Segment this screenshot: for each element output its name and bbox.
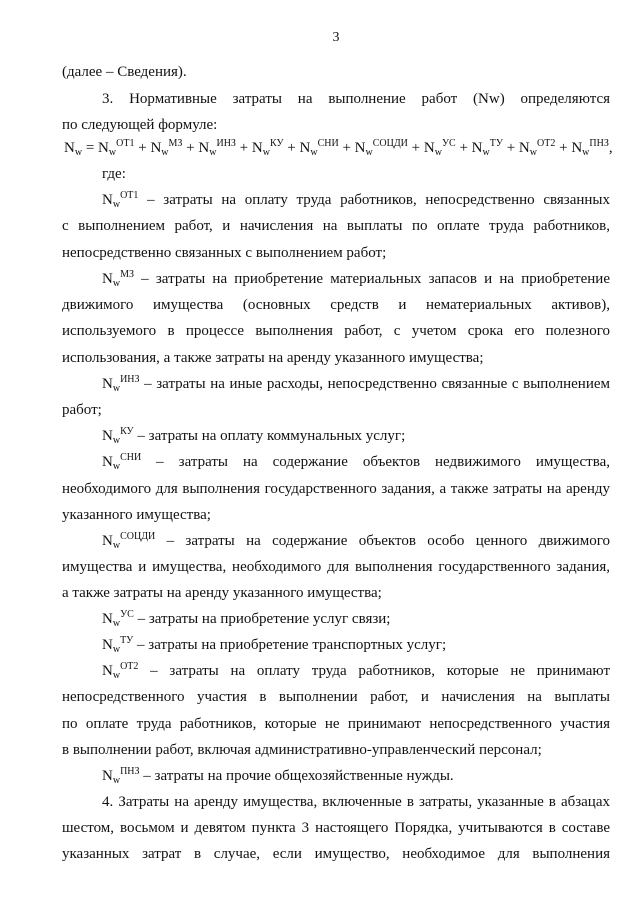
text-line: указанных затрат в случае, если имущество, необходимое для выполнения (62, 846, 610, 862)
text-line: используемого в процессе выполнения работ, с учетом срока его полезного (62, 323, 610, 339)
text-line: по следующей формуле: (62, 117, 218, 133)
formula: $N_w = N_w^{ОТ1} + N_w^{МЗ} + N_w^{ИНЗ} + N_w^{КУ} + N_w^{СНИ} + N_w^{СОЦДИ} + N_w^{УС} + N_w^{ТУ} + N_w^{ОТ2} + N_w^{ПНЗ}$, (64, 138, 613, 158)
text-line: движимого имущества (основных средств и нематериальных активов), (62, 297, 610, 313)
text-line: непосредственного участия в выполнении работ, и начисления на выплаты (62, 689, 610, 705)
text-line: с выполнением работ, и начисления на выплаты по оплате труда работников, (62, 218, 610, 234)
definition-line: $N_w^{ОТ2}$ – затраты на оплату труда работников, которые не принимают (102, 661, 610, 681)
text-line: использования, а также затраты на аренду указанного имущества; (62, 350, 484, 366)
text-line: необходимого для выполнения государственного задания, а также затраты на аренду (62, 481, 610, 497)
page-number: 3 (332, 30, 340, 45)
text-line: шестом, восьмом и девятом пункта 3 настоящего Порядка, учитываются в составе (62, 820, 610, 836)
text-line: работ; (62, 402, 102, 418)
definition-line: $N_w^{ОТ1}$ – затраты на оплату труда работников, непосредственно связанных (102, 190, 610, 210)
definition-line: $N_w^{КУ}$ – затраты на оплату коммунальных услуг; (102, 426, 406, 446)
text-line: непосредственно связанных с выполнением работ; (62, 245, 387, 261)
text-line: в выполнении работ, включая административно-управленческий персонал; (62, 742, 542, 758)
text-line: по оплате труда работников, которые не принимают непосредственного участия (62, 716, 610, 732)
text-line: а также затраты на аренду указанного имущества; (62, 585, 382, 601)
text-line: указанного имущества; (62, 507, 211, 523)
text-line: имущества и имущества, необходимого для выполнения государственного задания, (62, 559, 610, 575)
text-line: (далее – Сведения). (62, 64, 187, 80)
definition-line: $N_w^{УС}$ – затраты на приобретение услуг связи; (102, 609, 391, 629)
text-line: 4. Затраты на аренду имущества, включенные в затраты, указанные в абзацах (102, 794, 610, 810)
definition-line: $N_w^{СНИ}$ – затраты на содержание объектов недвижимого имущества, (102, 452, 610, 472)
definition-line: $N_w^{МЗ}$ – затраты на приобретение материальных запасов и на приобретение (102, 269, 610, 289)
definition-line: $N_w^{ИНЗ}$ – затраты на иные расходы, непосредственно связанные с выполнением (102, 374, 610, 394)
definition-line: $N_w^{СОЦДИ}$ – затраты на содержание объектов особо ценного движимого (102, 531, 610, 551)
definition-line: $N_w^{ПНЗ}$ – затраты на прочие общехозяйственные нужды. (102, 766, 454, 786)
definition-line: $N_w^{ТУ}$ – затраты на приобретение транспортных услуг; (102, 635, 447, 655)
text-line: где: (102, 166, 126, 182)
text-line: 3. Нормативные затраты на выполнение работ (Nw) определяются (102, 91, 610, 107)
